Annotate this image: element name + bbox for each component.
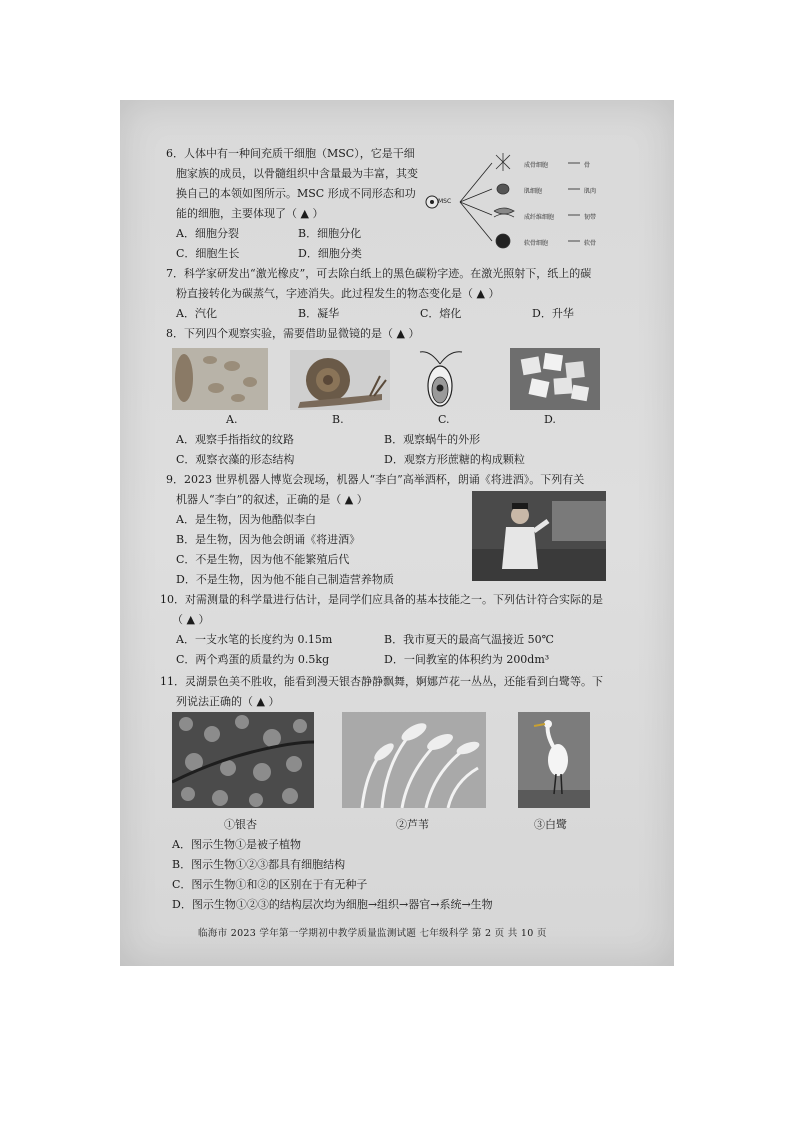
diagram-cell-1: 成骨细胞	[524, 162, 549, 169]
caption-ginkgo: ①银杏	[224, 818, 257, 831]
q7-option-b: B．凝华	[298, 307, 340, 320]
q11-option-a: A．图示生物①是被子植物	[172, 838, 301, 851]
robot-libai-photo	[472, 491, 606, 581]
q7-option-c: C．熔化	[420, 307, 462, 320]
q6-option-d: D．细胞分类	[298, 247, 362, 260]
q7-option-a: A．汽化	[176, 307, 217, 320]
q6-line-3: 换自己的本领如图所示。MSC 形成不同形态和功	[176, 187, 416, 200]
sugar-cubes-image	[510, 348, 600, 410]
chlamydomonas-image	[410, 346, 470, 412]
caption-egret: ③白鹭	[534, 818, 567, 831]
q7-option-d: D．升华	[532, 307, 574, 320]
q10-option-c: C．两个鸡蛋的质量约为 0.5kg	[176, 653, 330, 666]
q6-option-a: A．细胞分裂	[176, 227, 239, 240]
q9-option-d: D．不是生物，因为他不能自己制造营养物质	[176, 573, 394, 586]
q10-line-2: （ ▲ ）	[172, 613, 210, 626]
q9-option-a: A．是生物，因为他酷似李白	[176, 513, 316, 526]
q10-line-1: 10．对需测量的科学量进行估计，是同学们应具备的基本技能之一。下列估计符合实际的是	[160, 593, 603, 606]
q6-line-4: 能的细胞，主要体现了（ ▲ ）	[176, 207, 324, 220]
q8-label-d: D.	[544, 413, 556, 426]
q6-line-1: 6．人体中有一种间充质干细胞（MSC），它是干细	[166, 147, 415, 160]
q10-option-a: A．一支水笔的长度约为 0.15m	[176, 633, 333, 646]
snail-image	[290, 350, 390, 410]
q10-option-d: D．一间教室的体积约为 200dm³	[384, 653, 550, 666]
q8-option-a: A．观察手指指纹的纹路	[176, 433, 294, 446]
q9-line-1: 9．2023 世界机器人博览会现场，机器人“李白”高举酒杯，朗诵《将进酒》。下列有关	[166, 473, 585, 486]
q9-option-b: B．是生物，因为他会朗诵《将进酒》	[176, 533, 361, 546]
reed-photo	[342, 712, 486, 808]
q11-line-1: 11．灵湖景色美不胜收，能看到漫天银杏静静飘舞，婀娜芦花一丛丛，还能看到白鹭等。下	[160, 675, 603, 688]
diagram-result-4: 软骨	[584, 240, 597, 247]
diagram-cell-2: 肌细胞	[524, 188, 543, 195]
fingerprint-image	[172, 348, 268, 410]
q8-label-a: A.	[226, 413, 238, 426]
q9-line-2: 机器人“李白”的叙述，正确的是（ ▲ ）	[176, 493, 368, 506]
q6-line-2: 胞家族的成员，以骨髓组织中含量最为丰富，其变	[176, 167, 418, 180]
diagram-result-2: 肌肉	[584, 188, 597, 195]
diagram-result-3: 韧带	[584, 214, 597, 221]
q6-option-b: B．细胞分化	[298, 227, 362, 240]
q7-line-1: 7．科学家研发出“激光橡皮”，可去除白纸上的黑色碳粉字迹。在激光照射下，纸上的碳	[166, 267, 592, 280]
q11-option-b: B．图示生物①②③都具有细胞结构	[172, 858, 346, 871]
msc-label: MSC	[438, 198, 452, 205]
q11-option-d: D．图示生物①②③的结构层次均为细胞→组织→器官→系统→生物	[172, 898, 493, 911]
q8-option-c: C．观察衣藻的形态结构	[176, 453, 295, 466]
caption-reed: ②芦苇	[396, 818, 429, 831]
q6-option-c: C．细胞生长	[176, 247, 240, 260]
exam-page	[120, 100, 674, 966]
q11-line-2: 列说法正确的（ ▲ ）	[176, 695, 280, 708]
msc-diagram	[420, 145, 630, 260]
q10-option-b: B．我市夏天的最高气温接近 50℃	[384, 633, 554, 646]
q7-line-2: 粉直接转化为碳蒸气，字迹消失。此过程发生的物态变化是（ ▲ ）	[176, 287, 500, 300]
page-footer: 临海市 2023 学年第一学期初中教学质量监测试题 七年级科学 第 2 页 共 10 页	[198, 928, 547, 939]
q9-option-c: C．不是生物，因为他不能繁殖后代	[176, 553, 350, 566]
q11-option-c: C．图示生物①和②的区别在于有无种子	[172, 878, 368, 891]
q8-line-1: 8．下列四个观察实验，需要借助显微镜的是（ ▲ ）	[166, 327, 420, 340]
egret-photo	[518, 712, 590, 808]
diagram-cell-4: 软骨细胞	[524, 240, 549, 247]
q8-option-b: B．观察蜗牛的外形	[384, 433, 481, 446]
q8-option-d: D．观察方形蔗糖的构成颗粒	[384, 453, 525, 466]
q8-label-b: B.	[332, 413, 344, 426]
diagram-cell-3: 成纤维细胞	[524, 214, 555, 221]
ginkgo-photo	[172, 712, 314, 808]
diagram-result-1: 骨	[584, 162, 591, 169]
q8-label-c: C.	[438, 413, 450, 426]
